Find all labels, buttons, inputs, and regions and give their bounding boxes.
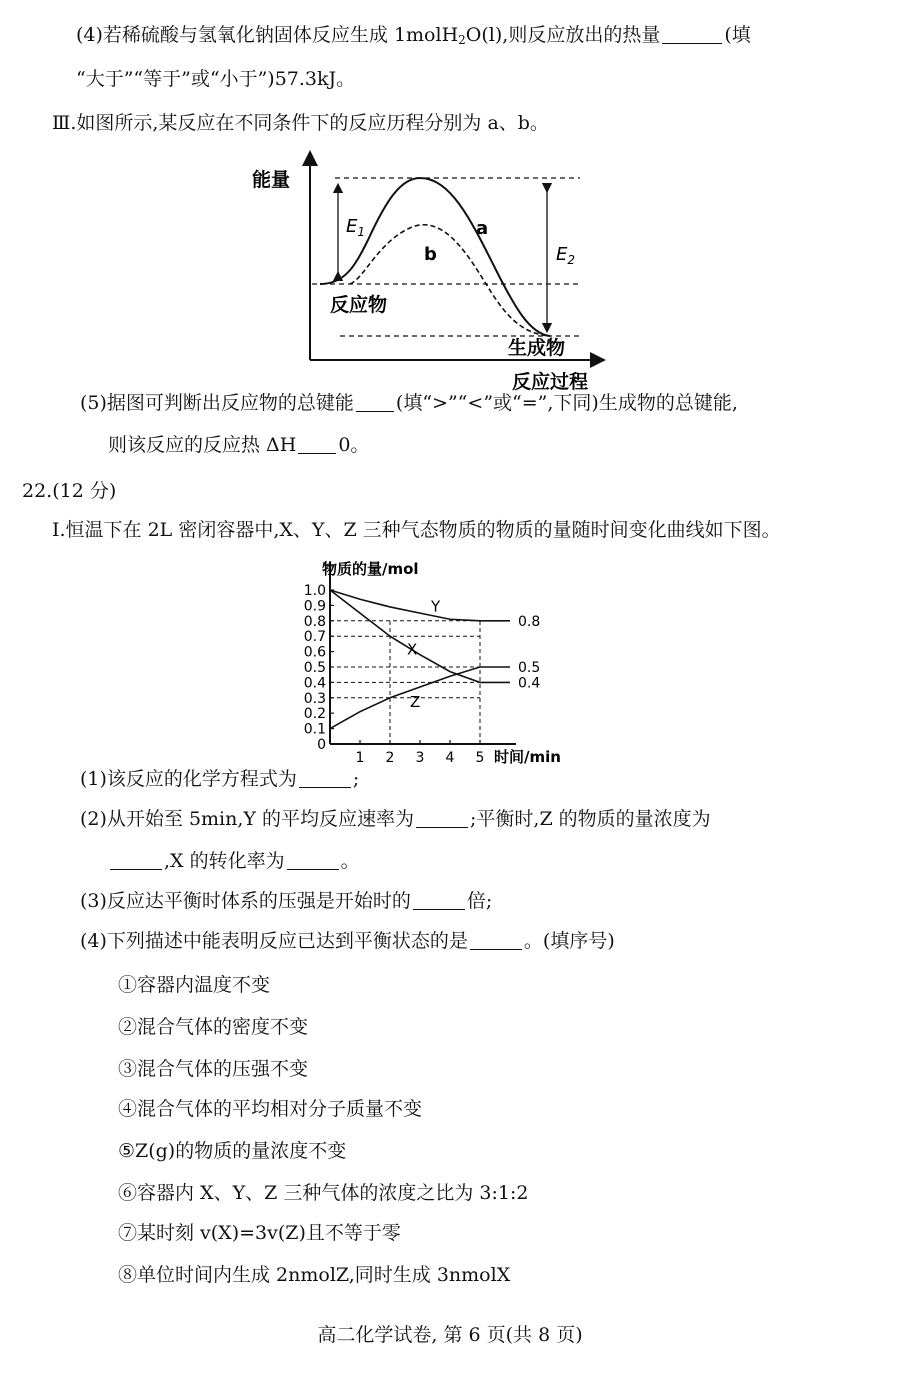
q22-sub2-text-d: 。 — [340, 850, 360, 872]
y-tick-label: 0.6 — [303, 644, 326, 661]
q4-subscript: 2 — [458, 33, 466, 47]
y-tick-label: 0.1 — [303, 721, 326, 738]
q5-text-b: (填“>”“<”或“=”,下同)生成物的总键能, — [395, 392, 738, 414]
option-4: ④混合气体的平均相对分子质量不变 — [118, 1098, 423, 1120]
q22-sub1-blank[interactable] — [299, 769, 351, 788]
q22-sub2-text-b: ;平衡时,Z 的物质的量浓度为 — [470, 808, 711, 830]
series-label-x: X — [407, 640, 418, 659]
q22-sub2-text-a: (2)从开始至 5min,Y 的平均反应速率为 — [80, 808, 414, 830]
q5-line-2 — [108, 432, 369, 458]
y-tick-label: 0.5 — [303, 660, 326, 676]
q22-sub3-text: (3)反应达平衡时体系的压强是开始时的 — [80, 890, 411, 912]
end-value-label: 0.5 — [518, 660, 541, 676]
option-2: ②混合气体的密度不变 — [118, 1016, 309, 1038]
series-line-x — [330, 590, 510, 682]
x-tick-label: 3 — [415, 750, 425, 766]
reactant-label: 反应物 — [330, 294, 388, 316]
chart-guides — [330, 621, 480, 744]
energy-diagram — [250, 148, 620, 393]
option-1: ①容器内温度不变 — [118, 974, 271, 996]
option-7: ⑦某时刻 v(X)=3v(Z)且不等于零 — [118, 1222, 401, 1244]
y-tick-label: 0.3 — [303, 690, 326, 707]
q5-blank-2[interactable] — [298, 435, 336, 454]
end-value-label: 0.4 — [518, 675, 541, 692]
e2-label: $E_2$ — [556, 244, 576, 267]
q22-sub1 — [80, 766, 359, 792]
q22-intro: Ⅰ.恒温下在 2L 密闭容器中,X、Y、Z 三种气态物质的物质的量随时间变化曲线如下图。 — [52, 519, 781, 541]
q22-sub3-blank[interactable] — [413, 891, 465, 910]
option-6: ⑥容器内 X、Y、Z 三种气体的浓度之比为 3:1:2 — [118, 1182, 529, 1204]
q5-blank-1[interactable] — [356, 393, 394, 412]
q4-text-b: O(l),则反应放出的热量 — [465, 24, 661, 46]
q22-sub2-blank-2[interactable] — [110, 851, 162, 870]
series-label-z: Z — [410, 692, 421, 711]
q22-sub3 — [80, 888, 492, 914]
x-tick-label: 4 — [445, 750, 455, 766]
product-label: 生成物 — [508, 337, 566, 359]
y-tick-label: 1.0 — [303, 583, 326, 599]
q22-sub1-text: (1)该反应的化学方程式为 — [80, 768, 297, 790]
q22-header: 22.(12 分) — [22, 480, 117, 502]
q4-line-2: “大于”“等于”或“小于”)57.3kJ。 — [76, 68, 356, 90]
energy-x-label: 反应过程 — [512, 371, 589, 393]
q5-text-d: 0。 — [338, 434, 370, 456]
y-tick-label: 0.4 — [303, 675, 326, 692]
y-tick-label: 0.8 — [303, 613, 326, 630]
y-axis-title: 物质的量/mol — [322, 560, 419, 578]
q22-sub3-end: 倍; — [466, 890, 493, 912]
q22-sub4-blank[interactable] — [470, 931, 522, 950]
series-line-y — [330, 590, 510, 621]
option-3: ③混合气体的压强不变 — [118, 1058, 309, 1080]
q22-sub2-blank-1[interactable] — [416, 809, 468, 828]
chart-labels — [322, 560, 561, 766]
amount-time-chart — [292, 556, 582, 768]
x-tick-label: 5 — [475, 750, 485, 766]
y-tick-label: 0.7 — [303, 629, 326, 646]
q4-answer-blank[interactable] — [662, 25, 722, 44]
end-value-label: 0.8 — [518, 613, 541, 630]
y-tick-label: 0.9 — [303, 598, 326, 615]
option-5: ⑤Z(g)的物质的量浓度不变 — [118, 1140, 347, 1162]
page-footer: 高二化学试卷, 第 6 页(共 8 页) — [317, 1324, 583, 1346]
curve-a-label: a — [476, 218, 489, 239]
e1-label: $E_1$ — [346, 216, 366, 239]
q5-line-1 — [80, 390, 738, 416]
q5-text-a: (5)据图可判断出反应物的总键能 — [80, 392, 354, 414]
x-tick-label: 1 — [355, 750, 365, 766]
q22-sub2-line1 — [80, 806, 711, 832]
q4-line-1 — [76, 22, 751, 53]
q22-sub4 — [80, 928, 615, 954]
q5-text-c: 则该反应的反应热 ΔH — [108, 434, 297, 456]
q4-text-a: (4)若稀硫酸与氢氧化钠固体反应生成 1molH — [76, 24, 459, 46]
q4-text-c: (填 — [724, 24, 751, 46]
q22-sub4-text: (4)下列描述中能表明反应已达到平衡状态的是 — [80, 930, 468, 952]
q22-sub2-line2 — [108, 848, 360, 874]
curve-b — [350, 225, 550, 336]
part3-intro: Ⅲ.如图所示,某反应在不同条件下的反应历程分别为 a、b。 — [52, 112, 549, 134]
series-label-y: Y — [431, 597, 441, 616]
option-8: ⑧单位时间内生成 2nmolZ,同时生成 3nmolX — [118, 1264, 511, 1286]
energy-y-label: 能量 — [252, 169, 291, 191]
curve-b-label: b — [424, 244, 437, 265]
y-tick-label: 0.2 — [303, 706, 326, 723]
y-tick-label: 0 — [317, 737, 326, 753]
q22-sub4-end: 。(填序号) — [523, 930, 615, 952]
x-tick-label: 2 — [385, 750, 395, 766]
q22-sub1-end: ; — [352, 768, 360, 790]
x-axis-title: 时间/min — [494, 748, 561, 766]
q22-sub2-blank-3[interactable] — [287, 851, 339, 870]
chart-axes — [330, 562, 516, 744]
q22-sub2-text-c: ,X 的转化率为 — [164, 850, 285, 872]
